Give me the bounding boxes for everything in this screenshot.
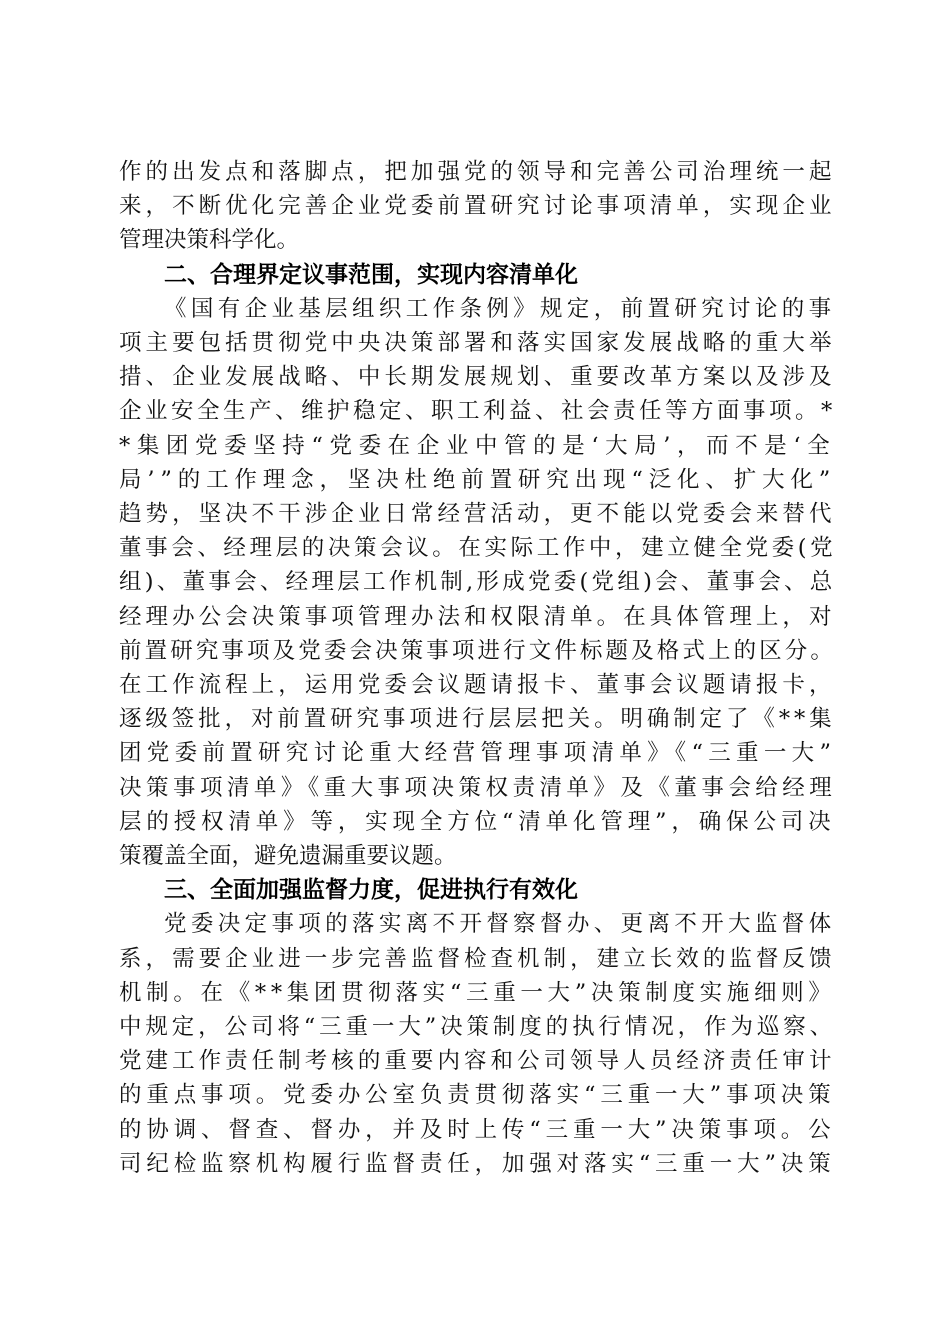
- text-line: 来，不断优化完善企业党委前置研究讨论事项清单，实现企业: [119, 193, 836, 220]
- text-line: 的重点事项。党委办公室负责贯彻落实“三重一大”事项决策: [119, 1082, 836, 1109]
- text-line: 团党委前置研究讨论重大经营管理事项清单》《“三重一大”: [119, 740, 837, 767]
- text-line: 趋势，坚决不干涉企业日常经营活动，更不能以党委会来替代: [119, 501, 836, 527]
- text-line: 局’”的工作理念，坚决杜绝前置研究出现“泛化、扩大化”: [119, 466, 837, 493]
- text-line: *集团党委坚持“党委在企业中管的是‘大局’，而不是‘全: [119, 432, 837, 459]
- text-line: 机制。在《**集团贯彻落实“三重一大”决策制度实施细则》: [119, 979, 836, 1006]
- text-line: 管理决策科学化。: [119, 227, 300, 254]
- text-line: 的协调、督查、督办，并及时上传“三重一大”决策事项。公: [119, 1116, 836, 1143]
- text-line: 项主要包括贯彻党中央决策部署和落实国家发展战略的重大举: [119, 330, 836, 356]
- text-line: 司纪检监察机构履行监督责任，加强对落实“三重一大”决策: [119, 1150, 836, 1177]
- section-heading: 三、全面加强监督力度，促进执行有效化: [164, 877, 578, 904]
- text-line: 党委决定事项的落实离不开督察督办、更离不开大监督体: [164, 911, 836, 938]
- text-line: 中规定，公司将“三重一大”决策制度的执行情况，作为巡察、: [119, 1014, 837, 1040]
- text-line: 层的授权清单》等，实现全方位“清单化管理”，确保公司决: [119, 808, 836, 835]
- section-heading: 二、合理界定议事范围，实现内容清单化: [164, 261, 578, 288]
- text-line: 作的出发点和落脚点，把加强党的领导和完善公司治理统一起: [119, 159, 836, 185]
- text-line: 董事会、经理层的决策会议。在实际工作中，建立健全党委(党: [119, 535, 837, 562]
- text-line: 党建工作责任制考核的重要内容和公司领导人员经济责任审计: [119, 1048, 836, 1075]
- text-line: 《国有企业基层组织工作条例》规定，前置研究讨论的事: [164, 295, 836, 322]
- text-line: 策覆盖全面，避免遗漏重要议题。: [119, 843, 457, 869]
- text-line: 经理办公会决策事项管理办法和权限清单。在具体管理上，对: [119, 603, 836, 630]
- text-line: 在工作流程上，运用党委会议题请报卡、董事会议题请报卡，: [119, 672, 836, 698]
- text-line: 企业安全生产、维护稳定、职工利益、社会责任等方面事项。*: [119, 398, 836, 425]
- text-line: 措、企业发展战略、中长期发展规划、重要改革方案以及涉及: [119, 364, 836, 391]
- text-line: 组)、董事会、经理层工作机制,形成党委(党组)会、董事会、总: [119, 569, 836, 596]
- text-line: 前置研究事项及党委会决策事项进行文件标题及格式上的区分。: [119, 637, 836, 664]
- text-line: 决策事项清单》《重大事项决策权责清单》及《董事会给经理: [119, 774, 837, 801]
- text-line: 系，需要企业进一步完善监督检查机制，建立长效的监督反馈: [119, 945, 836, 972]
- text-line: 逐级签批，对前置研究事项进行层层把关。明确制定了《**集: [119, 706, 836, 733]
